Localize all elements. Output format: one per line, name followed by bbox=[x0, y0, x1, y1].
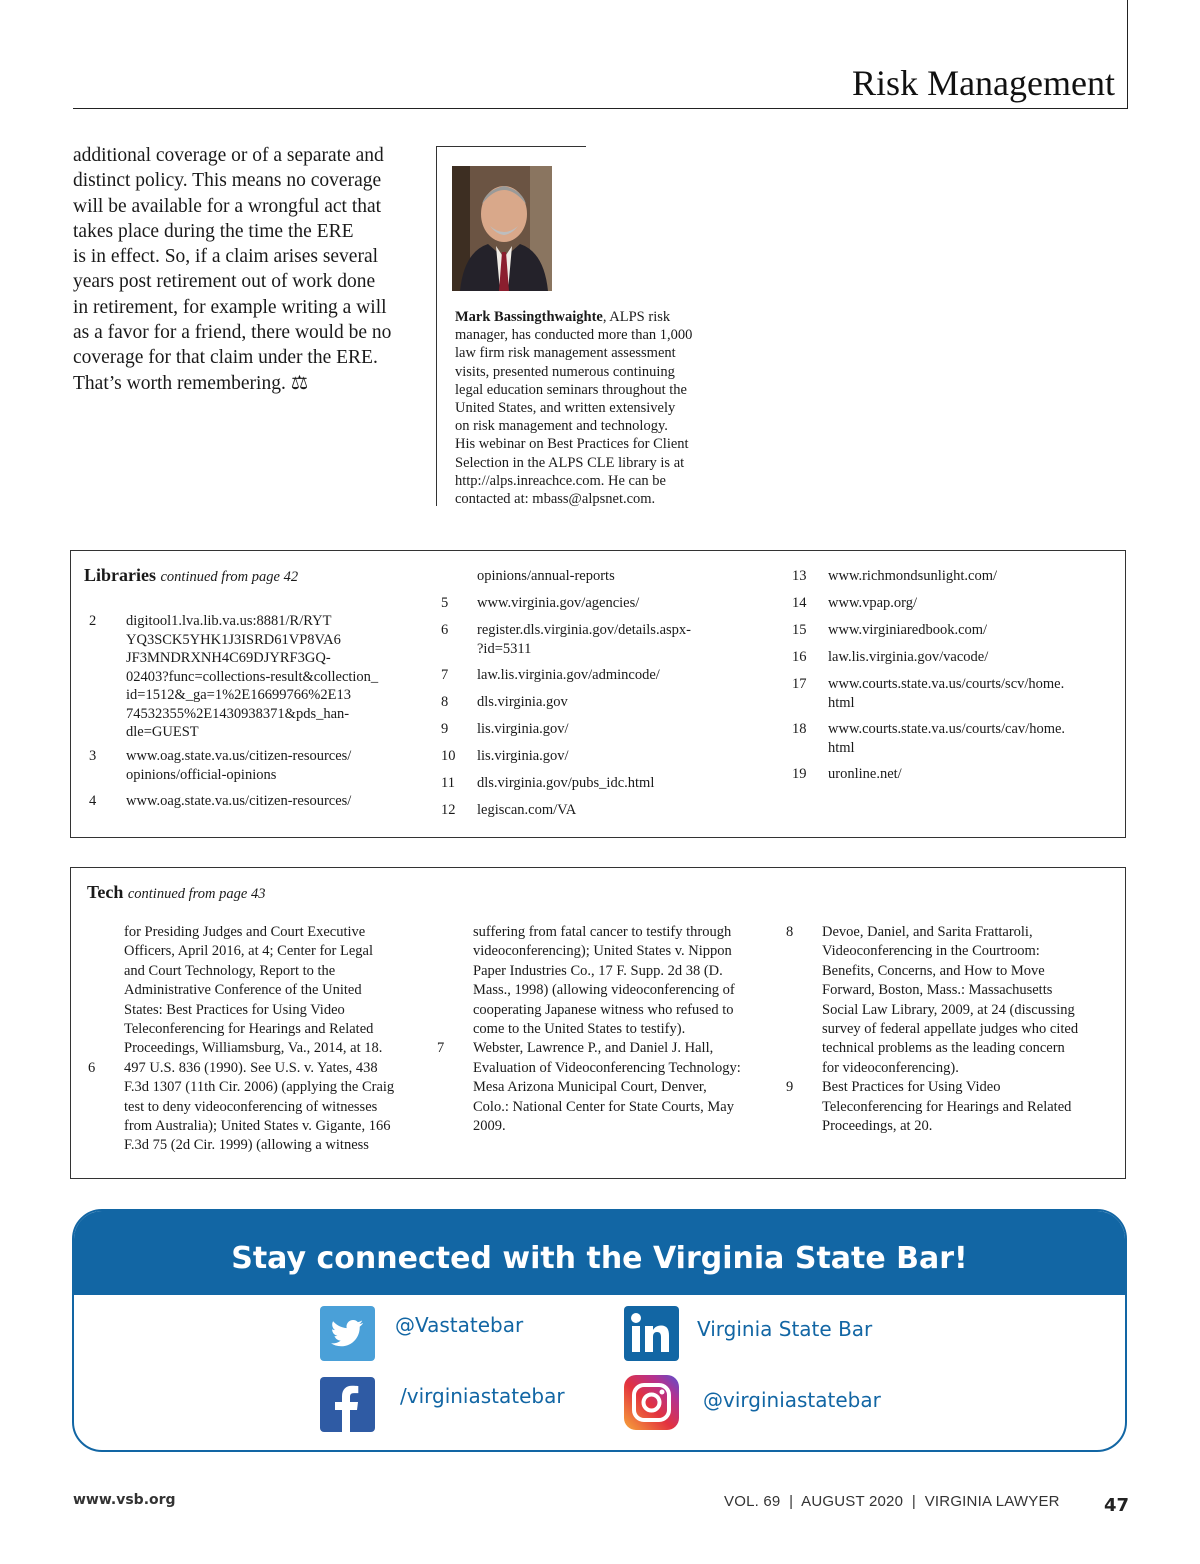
note-text: digitool1.lva.lib.va.us:8881/R/RYT YQ3SCK5YHK1J3ISRD61VP8VA6 JF3MNDRXNH4C69DJYRF3GQ- 02403?func=collections-result&collection_ id=1512&_ga=1%2E16699766%2E13 74532355%2E1430938371&pds_han- dle=GUEST bbox=[126, 613, 379, 740]
bio-line: His webinar on Best Practices for Client bbox=[455, 436, 689, 453]
note-text: www.courts.state.va.us/courts/scv/home. html bbox=[828, 676, 1065, 711]
text-line: technical problems as the leading concern bbox=[822, 1040, 1065, 1057]
text-line: Teleconferencing for Hearings and Related bbox=[822, 1098, 1072, 1115]
note-text: opinions/annual-reports bbox=[477, 568, 615, 584]
note-number: 8 bbox=[441, 694, 449, 710]
text-line: Administrative Conference of the United bbox=[124, 982, 362, 999]
banner-title: Stay connected with the Virginia State Bar! bbox=[74, 1211, 1125, 1295]
note-text: lis.virginia.gov/ bbox=[477, 748, 569, 764]
text-line: Colo.: National Center for State Courts, May bbox=[473, 1098, 734, 1115]
twitter-icon[interactable] bbox=[320, 1306, 375, 1361]
social-banner bbox=[72, 1209, 1127, 1452]
note-text: law.lis.virginia.gov/admincode/ bbox=[477, 667, 660, 683]
text-line: Evaluation of Videoconferencing Technology: bbox=[473, 1059, 741, 1076]
text-line: Proceedings, Williamsburg, Va., 2014, at 18. bbox=[124, 1040, 383, 1057]
bio-line: on risk management and technology. bbox=[455, 418, 668, 435]
author-name: Mark Bassingthwaighte bbox=[455, 309, 603, 325]
bio-line: legal education seminars throughout the bbox=[455, 381, 687, 398]
text-line: Paper Industries Co., 17 F. Supp. 2d 38 (D. bbox=[473, 962, 723, 979]
bio-line bbox=[455, 308, 725, 326]
libraries-title: Libraries bbox=[84, 565, 156, 585]
text-line: 497 U.S. 836 (1990). See U.S. v. Yates, 438 bbox=[124, 1059, 378, 1076]
text-line: F.3d 1307 (11th Cir. 2006) (applying the Craig bbox=[124, 1079, 395, 1096]
text-line: F.3d 75 (2d Cir. 1999) (allowing a witness bbox=[124, 1137, 369, 1154]
footer-issue-info: VOL. 69 | AUGUST 2020 | VIRGINIA LAWYER bbox=[724, 1493, 1060, 1510]
note-number: 8 bbox=[786, 924, 794, 940]
tech-heading bbox=[87, 882, 265, 903]
note-text: uronline.net/ bbox=[828, 766, 902, 782]
facebook-icon[interactable] bbox=[320, 1377, 375, 1432]
text-line: Proceedings, at 20. bbox=[822, 1118, 933, 1135]
note-number: 19 bbox=[792, 766, 807, 782]
note-text: www.oag.state.va.us/citizen-resources/ bbox=[126, 793, 352, 809]
bio-rule-vertical bbox=[436, 146, 437, 506]
note-number: 6 bbox=[441, 622, 449, 638]
header-rule bbox=[73, 108, 1128, 109]
note-text: www.richmondsunlight.com/ bbox=[828, 568, 998, 584]
note-number: 5 bbox=[441, 595, 449, 611]
text-line: and Court Technology, Report to the bbox=[124, 962, 336, 979]
note-text: www.virginiaredbook.com/ bbox=[828, 622, 988, 638]
bio-line: law firm risk management assessment bbox=[455, 345, 676, 362]
instagram-handle[interactable]: @virginiastatebar bbox=[703, 1388, 881, 1412]
note-number: 10 bbox=[441, 748, 456, 764]
text-line: survey of federal appellate judges who cited bbox=[822, 1021, 1079, 1038]
note-text: register.dls.virginia.gov/details.aspx- ?id=5311 bbox=[477, 622, 691, 657]
facebook-handle[interactable]: /virginiastatebar bbox=[400, 1384, 565, 1408]
text-line: cooperating Japanese witness who refused to bbox=[473, 1001, 734, 1018]
libraries-notes-box bbox=[70, 550, 1126, 838]
text-line: Benefits, Concerns, and How to Move bbox=[822, 962, 1045, 979]
bio-line: Selection in the ALPS CLE library is at bbox=[455, 454, 685, 471]
text-line: States: Best Practices for Using Video bbox=[124, 1001, 345, 1018]
note-number: 9 bbox=[441, 721, 449, 737]
text-line: test to deny videoconferencing of witnesses bbox=[124, 1098, 378, 1115]
text-line: Social Law Library, 2009, at 24 (discussing bbox=[822, 1001, 1075, 1018]
tech-note-column-3 bbox=[822, 923, 1117, 1136]
note-number: 17 bbox=[792, 676, 807, 692]
text-line: 2009. bbox=[473, 1118, 506, 1135]
twitter-handle[interactable]: @Vastatebar bbox=[395, 1313, 524, 1337]
text-line: additional coverage or of a separate and bbox=[73, 145, 384, 166]
text-line: Teleconferencing for Hearings and Related bbox=[124, 1021, 374, 1038]
tech-continued: continued from page 43 bbox=[127, 886, 266, 902]
author-bio bbox=[455, 308, 725, 508]
text-line: from Australia); United States v. Gigante, 166 bbox=[124, 1118, 391, 1135]
note-number: 18 bbox=[792, 721, 807, 737]
bio-line: manager, has conducted more than 1,000 bbox=[455, 327, 693, 344]
text-line: Webster, Lawrence P., and Daniel J. Hall, bbox=[473, 1040, 714, 1057]
section-title: Risk Management bbox=[852, 63, 1115, 103]
text-line: will be available for a wrongful act that bbox=[73, 195, 382, 217]
note-number: 12 bbox=[441, 802, 456, 818]
note-number: 14 bbox=[792, 595, 807, 611]
text-line: Videoconferencing in the Courtroom: bbox=[822, 943, 1040, 960]
text-line: Best Practices for Using Video bbox=[822, 1079, 1001, 1096]
note-text: law.lis.virginia.gov/vacode/ bbox=[828, 649, 989, 665]
bio-line: http://alps.inreachce.com. He can be bbox=[455, 472, 666, 489]
text-line: come to the United States to testify). bbox=[473, 1021, 686, 1038]
text-line: is in effect. So, if a claim arises several bbox=[73, 246, 379, 268]
tech-notes-box bbox=[70, 867, 1126, 1179]
note-text: www.virginia.gov/agencies/ bbox=[477, 595, 640, 611]
text-line: Mass., 1998) (allowing videoconferencing of bbox=[473, 982, 735, 999]
page-number: 47 bbox=[1104, 1495, 1130, 1516]
text-line: Mesa Arizona Municipal Court, Denver, bbox=[473, 1079, 707, 1096]
header-vertical-rule bbox=[1127, 0, 1128, 108]
text-line: for Presiding Judges and Court Executive bbox=[124, 924, 366, 940]
text-line: coverage for that claim under the ERE. bbox=[73, 347, 378, 369]
libraries-continued: continued from page 42 bbox=[160, 569, 299, 585]
note-text: www.vpap.org/ bbox=[828, 595, 918, 611]
bio-rule-horizontal bbox=[436, 146, 586, 147]
text-line: videoconferencing); United States v. Nippon bbox=[473, 943, 732, 960]
text-line: takes place during the time the ERE bbox=[73, 220, 354, 242]
linkedin-name[interactable]: Virginia State Bar bbox=[697, 1317, 873, 1341]
note-number: 7 bbox=[437, 1040, 445, 1056]
note-text: www.oag.state.va.us/citizen-resources/ opinions/official-opinions bbox=[126, 748, 352, 783]
note-number: 15 bbox=[792, 622, 807, 638]
text-line: Forward, Boston, Mass.: Massachusetts bbox=[822, 982, 1053, 999]
text-line: Officers, April 2016, at 4; Center for Legal bbox=[124, 943, 373, 960]
text-line: for videoconferencing). bbox=[822, 1059, 959, 1076]
note-text: dls.virginia.gov/pubs_idc.html bbox=[477, 775, 655, 791]
text-line: distinct policy. This means no coverage bbox=[73, 170, 382, 192]
text-line: in retirement, for example writing a will bbox=[73, 296, 387, 318]
text-line: That’s worth remembering. ⚖ bbox=[73, 372, 309, 394]
linkedin-icon[interactable] bbox=[624, 1306, 679, 1361]
bio-text: , ALPS risk bbox=[602, 309, 671, 325]
note-number: 4 bbox=[89, 793, 97, 809]
text-line: years post retirement out of work done bbox=[73, 271, 376, 293]
note-number: 6 bbox=[88, 1060, 96, 1076]
note-text: www.courts.state.va.us/courts/cav/home. html bbox=[828, 721, 1066, 756]
note-text: lis.virginia.gov/ bbox=[477, 721, 569, 737]
note-number: 16 bbox=[792, 649, 807, 665]
note-number: 13 bbox=[792, 568, 807, 584]
tech-note-column-1 bbox=[124, 923, 424, 1156]
footer-website[interactable]: www.vsb.org bbox=[73, 1492, 176, 1508]
bio-line: United States, and written extensively bbox=[455, 400, 676, 417]
tech-note-column-2 bbox=[473, 923, 773, 1136]
note-text: dls.virginia.gov bbox=[477, 694, 568, 710]
note-number: 3 bbox=[89, 748, 97, 764]
note-number: 9 bbox=[786, 1079, 794, 1095]
tech-title: Tech bbox=[87, 882, 124, 902]
instagram-icon[interactable] bbox=[624, 1375, 679, 1430]
note-number: 11 bbox=[441, 775, 455, 791]
note-text: legiscan.com/VA bbox=[477, 802, 577, 818]
note-number: 7 bbox=[441, 667, 449, 683]
text-line: as a favor for a friend, there would be no bbox=[73, 322, 392, 344]
intro-paragraph bbox=[73, 143, 418, 396]
bio-line: visits, presented numerous continuing bbox=[455, 363, 675, 380]
text-line: Devoe, Daniel, and Sarita Frattaroli, bbox=[822, 924, 1033, 940]
text-line: suffering from fatal cancer to testify through bbox=[473, 924, 732, 940]
note-number: 2 bbox=[89, 613, 97, 629]
bio-line: contacted at: mbass@alpsnet.com. bbox=[455, 491, 656, 508]
author-photo bbox=[452, 166, 552, 291]
libraries-heading bbox=[84, 565, 298, 586]
